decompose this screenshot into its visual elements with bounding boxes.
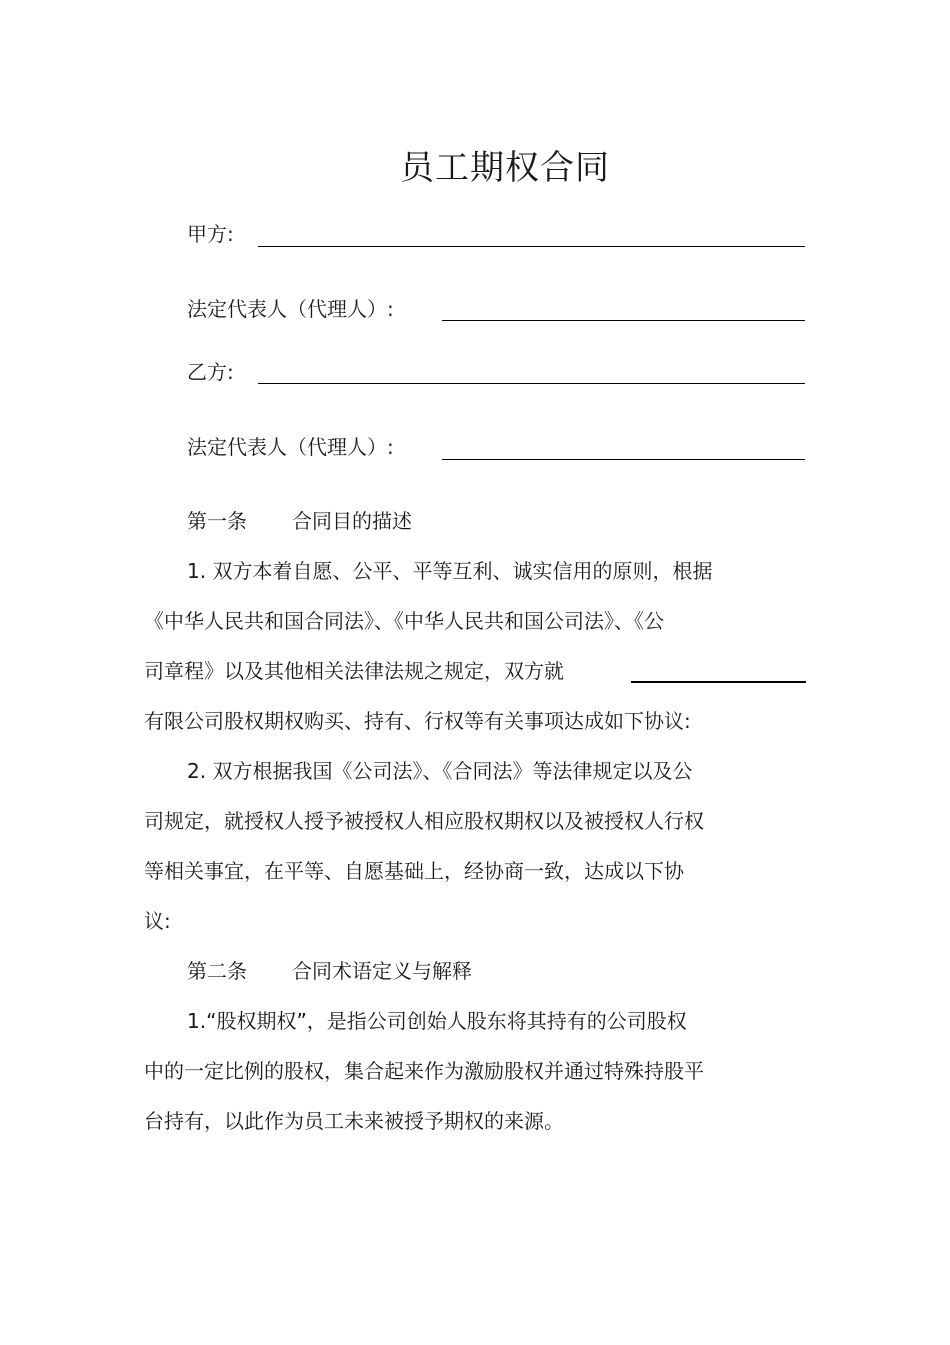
article1-paragraph1-line3: 司章程》以及其他相关法律法规之规定，双方就 bbox=[144, 659, 564, 683]
party-a-rep-label: 法定代表人（代理人）: bbox=[187, 297, 394, 321]
article2-paragraph1-line2: 中的一定比例的股权，集合起来作为激励股权并通过特殊持股平 bbox=[144, 1059, 704, 1083]
company-name-blank-line bbox=[631, 681, 806, 683]
article1-paragraph1-line2: 《中华人民共和国合同法》、《中华人民共和国公司法》、《公 bbox=[144, 609, 664, 633]
article1-paragraph2-line1: 2. 双方根据我国《公司法》、《合同法》等法律规定以及公 bbox=[187, 759, 693, 783]
party-a-label: 甲方: bbox=[187, 222, 234, 246]
article2-title: 合同术语定义与解释 bbox=[292, 959, 472, 983]
article1-paragraph2-line2: 司规定，就授权人授予被授权人相应股权期权以及被授权人行权 bbox=[144, 809, 704, 833]
article2-heading: 第二条 bbox=[187, 959, 247, 983]
party-b-blank-line bbox=[258, 383, 805, 384]
party-a-blank-line bbox=[258, 246, 805, 247]
article2-paragraph1-line1: 1.“股权期权”，是指公司创始人股东将其持有的公司股权 bbox=[187, 1009, 687, 1033]
party-b-rep-blank-line bbox=[442, 459, 805, 460]
article1-title: 合同目的描述 bbox=[292, 509, 412, 533]
document-title: 员工期权合同 bbox=[400, 148, 610, 188]
party-a-rep-blank-line bbox=[442, 320, 805, 321]
article1-paragraph2-line3: 等相关事宜，在平等、自愿基础上，经协商一致，达成以下协 bbox=[144, 859, 684, 883]
article1-paragraph2-line4: 议: bbox=[144, 909, 171, 933]
article1-paragraph1-line4: 有限公司股权期权购买、持有、行权等有关事项达成如下协议: bbox=[144, 709, 691, 733]
party-b-label: 乙方: bbox=[187, 360, 234, 384]
article2-paragraph1-line3: 台持有，以此作为员工未来被授予期权的来源。 bbox=[144, 1109, 564, 1133]
article1-paragraph1-line1: 1. 双方本着自愿、公平、平等互利、诚实信用的原则，根据 bbox=[187, 559, 713, 583]
article1-heading: 第一条 bbox=[187, 509, 247, 533]
party-b-rep-label: 法定代表人（代理人）: bbox=[187, 435, 394, 459]
